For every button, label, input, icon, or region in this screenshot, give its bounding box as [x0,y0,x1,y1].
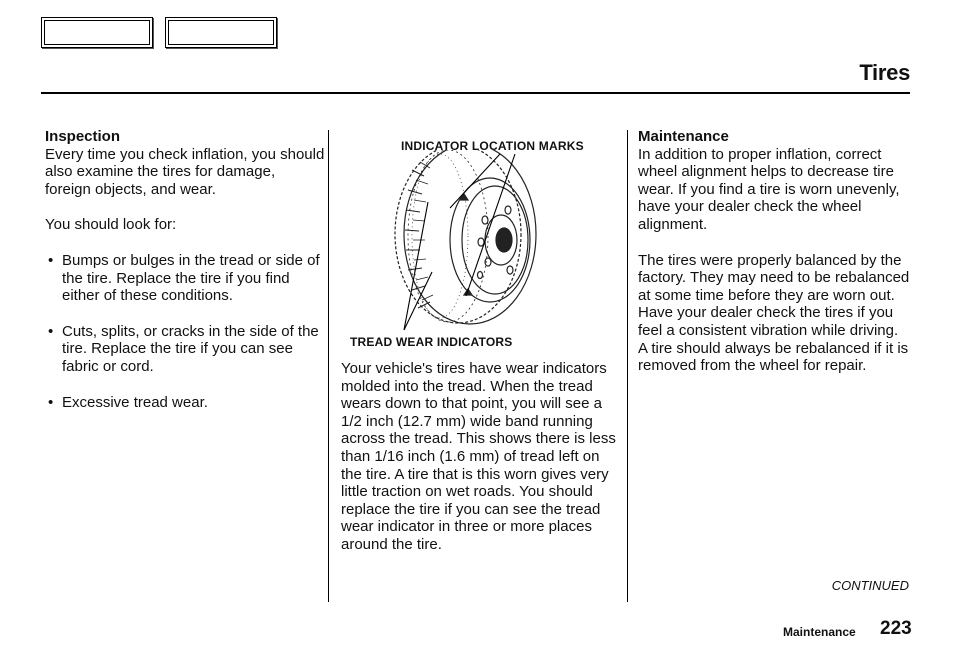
page-title: Tires [859,60,910,85]
indicator-location-marks-label: INDICATOR LOCATION MARKS [401,139,584,153]
column-divider-right [627,130,628,602]
list-item: • Cuts, splits, or cracks in the side of the tire. Replace the tire if you can see fabric or cord. [45,323,325,376]
page-number: 223 [880,618,912,639]
nav-button-left[interactable] [41,17,153,48]
maintenance-section [638,128,910,375]
list-item: • Bumps or bulges in the tread or side of the tire. Replace the tire if you find either of these conditions. [45,252,325,305]
inspection-intro: Every time you check inflation, you should also examine the tires for damage, foreign objects, and wear. [45,145,325,198]
inspection-heading: Inspection [45,128,121,145]
footer-section-name: Maintenance [783,625,856,639]
tread-wear-section [341,360,619,554]
continued-note: CONTINUED [831,578,909,593]
tire-illustration [340,150,620,340]
nav-button-right[interactable] [165,17,277,48]
maintenance-paragraph-1: In addition to proper inflation, correct wheel alignment helps to decrease tire wear. If you find a tire is worn unevenly, have your dealer check the wheel alignment. [638,145,900,233]
inspection-section [45,128,325,429]
list-item: • Excessive tread wear. [45,394,325,412]
column-divider-left [328,130,329,602]
title-divider [41,92,910,94]
tread-wear-indicators-label: TREAD WEAR INDICATORS [350,335,513,349]
maintenance-paragraph-2: The tires were properly balanced by the factory. They may need to be rebalanced at some time before they are worn out. Have your dealer check the tires if you feel a consistent vibration while driving. A tire should always be rebalanced if it is removed from the wheel for repair. [638,251,910,375]
tread-wear-text: Your vehicle's tires have wear indicators molded into the tread. When the tread wears down to that point, you will see a 1/2 inch (12.7 mm) wide band running across the tread. This shows there is less than 1/16 inch (1.6 mm) of tread left on the tire. A tire that is this worn gives very little traction on wet roads. You should replace the tire if you can see the tread wear indicator in three or more places around the tire. [341,360,616,553]
inspection-list [45,252,325,411]
look-for-text: You should look for: [45,216,177,234]
maintenance-heading: Maintenance [638,128,729,145]
